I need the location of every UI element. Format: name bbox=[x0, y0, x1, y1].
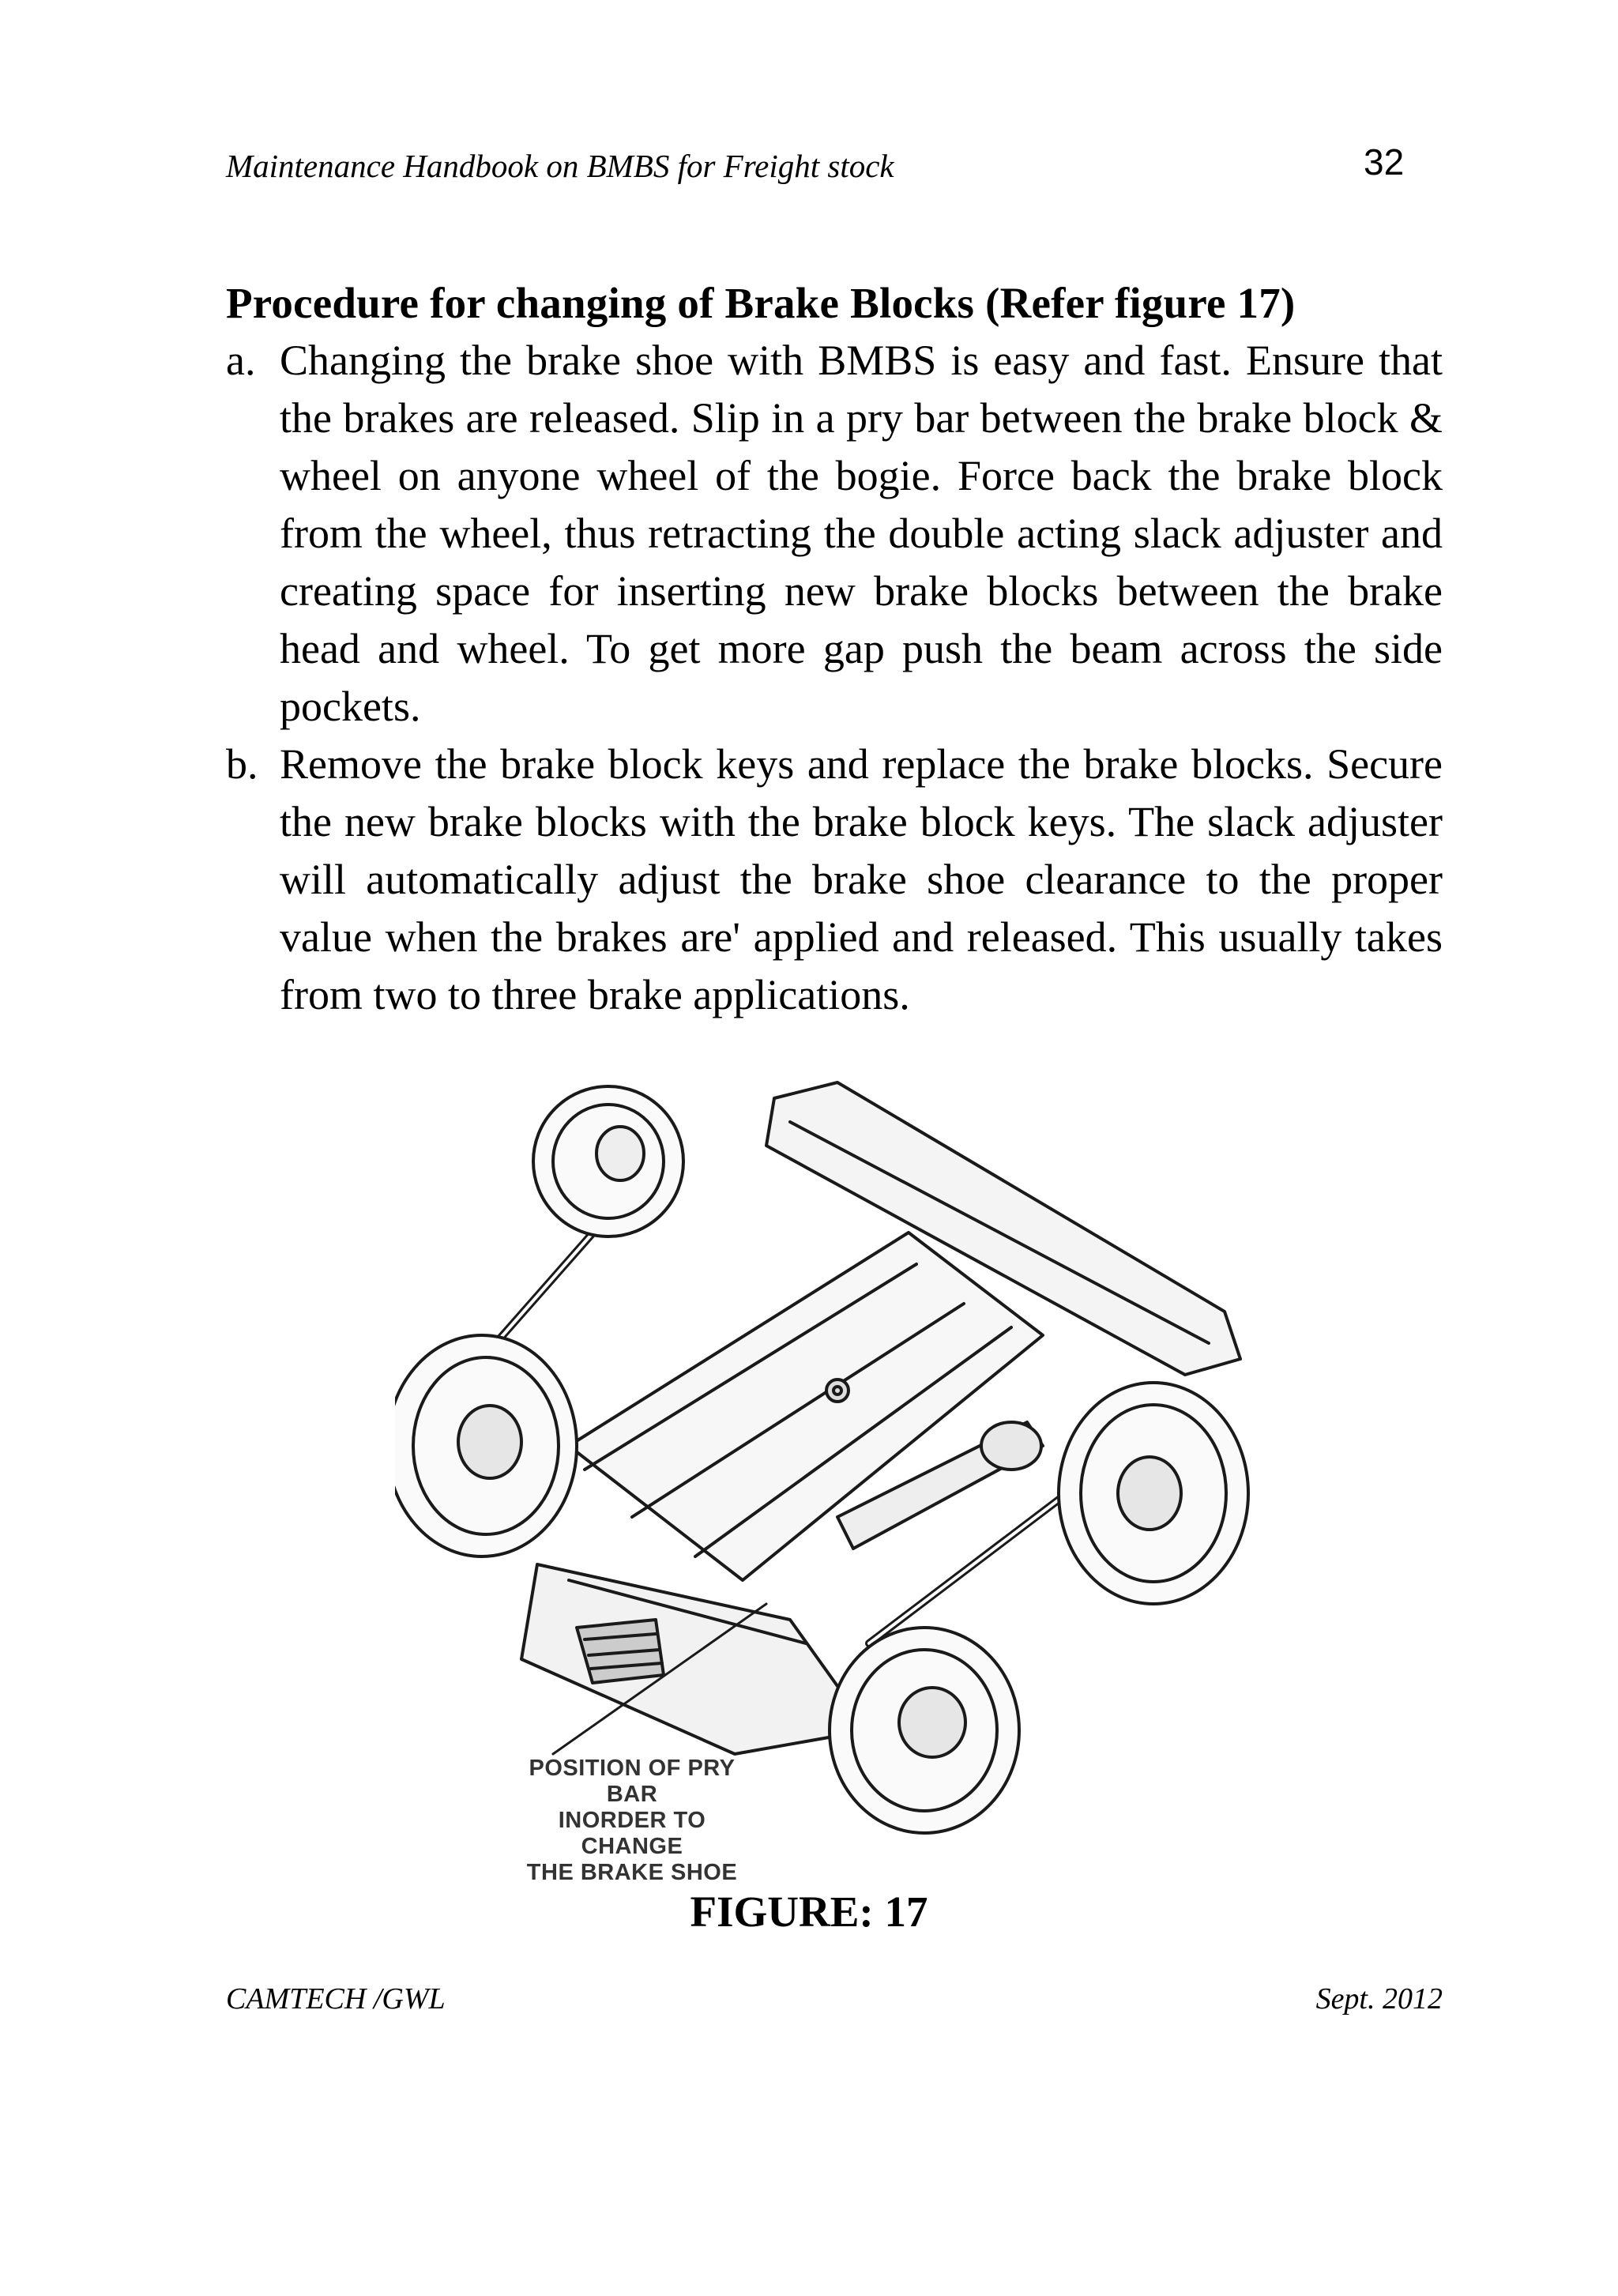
procedure-item-b bbox=[226, 736, 1443, 1024]
page-number: 32 bbox=[1364, 141, 1405, 183]
item-text: Changing the brake shoe with BMBS is easy and fast. Ensure that the brakes are released. Slip in a pry bar between the brake block & wheel on anyone wheel of the bogie. Force back the brake block from the wheel, thus retracting the double acting slack adjuster and creating space for inserting new brake blocks between the brake head and wheel. To get more gap push the beam across the side pockets. bbox=[280, 337, 1443, 730]
wheel-right bbox=[1059, 1383, 1248, 1604]
pry-bar-callout bbox=[506, 1756, 758, 1886]
procedure-list bbox=[226, 332, 1443, 1024]
item-marker: a. bbox=[226, 337, 256, 384]
item-text: Remove the brake block keys and replace the brake blocks. Secure the new brake blocks with the brake block keys. The slack adjuster will automatically adjust the brake shoe clearance to the proper value when the brakes are' applied and released. This usually takes from two to three brake applications. bbox=[280, 740, 1443, 1018]
procedure-item-a bbox=[226, 332, 1443, 736]
wheel-bottom bbox=[830, 1628, 1019, 1833]
bogie-drawing bbox=[395, 1075, 1311, 1841]
footer-date: Sept. 2012 bbox=[1315, 1982, 1443, 2016]
callout-line: THE BRAKE SHOE bbox=[526, 1860, 738, 1885]
item-marker: b. bbox=[226, 740, 258, 788]
footer-organization: CAMTECH /GWL bbox=[226, 1982, 446, 2016]
callout-line: INORDER TO CHANGE bbox=[558, 1808, 706, 1859]
wheel-left bbox=[395, 1335, 577, 1556]
running-header: Maintenance Handbook on BMBS for Freight stock bbox=[226, 148, 894, 184]
callout-line: POSITION OF PRY BAR bbox=[529, 1756, 736, 1807]
figure-caption: FIGURE: 17 bbox=[690, 1888, 928, 1936]
wheel-top-left bbox=[533, 1086, 683, 1236]
bogie-illustration bbox=[395, 1075, 1311, 1841]
section-heading: Procedure for changing of Brake Blocks (Refer figure 17) bbox=[226, 279, 1296, 327]
